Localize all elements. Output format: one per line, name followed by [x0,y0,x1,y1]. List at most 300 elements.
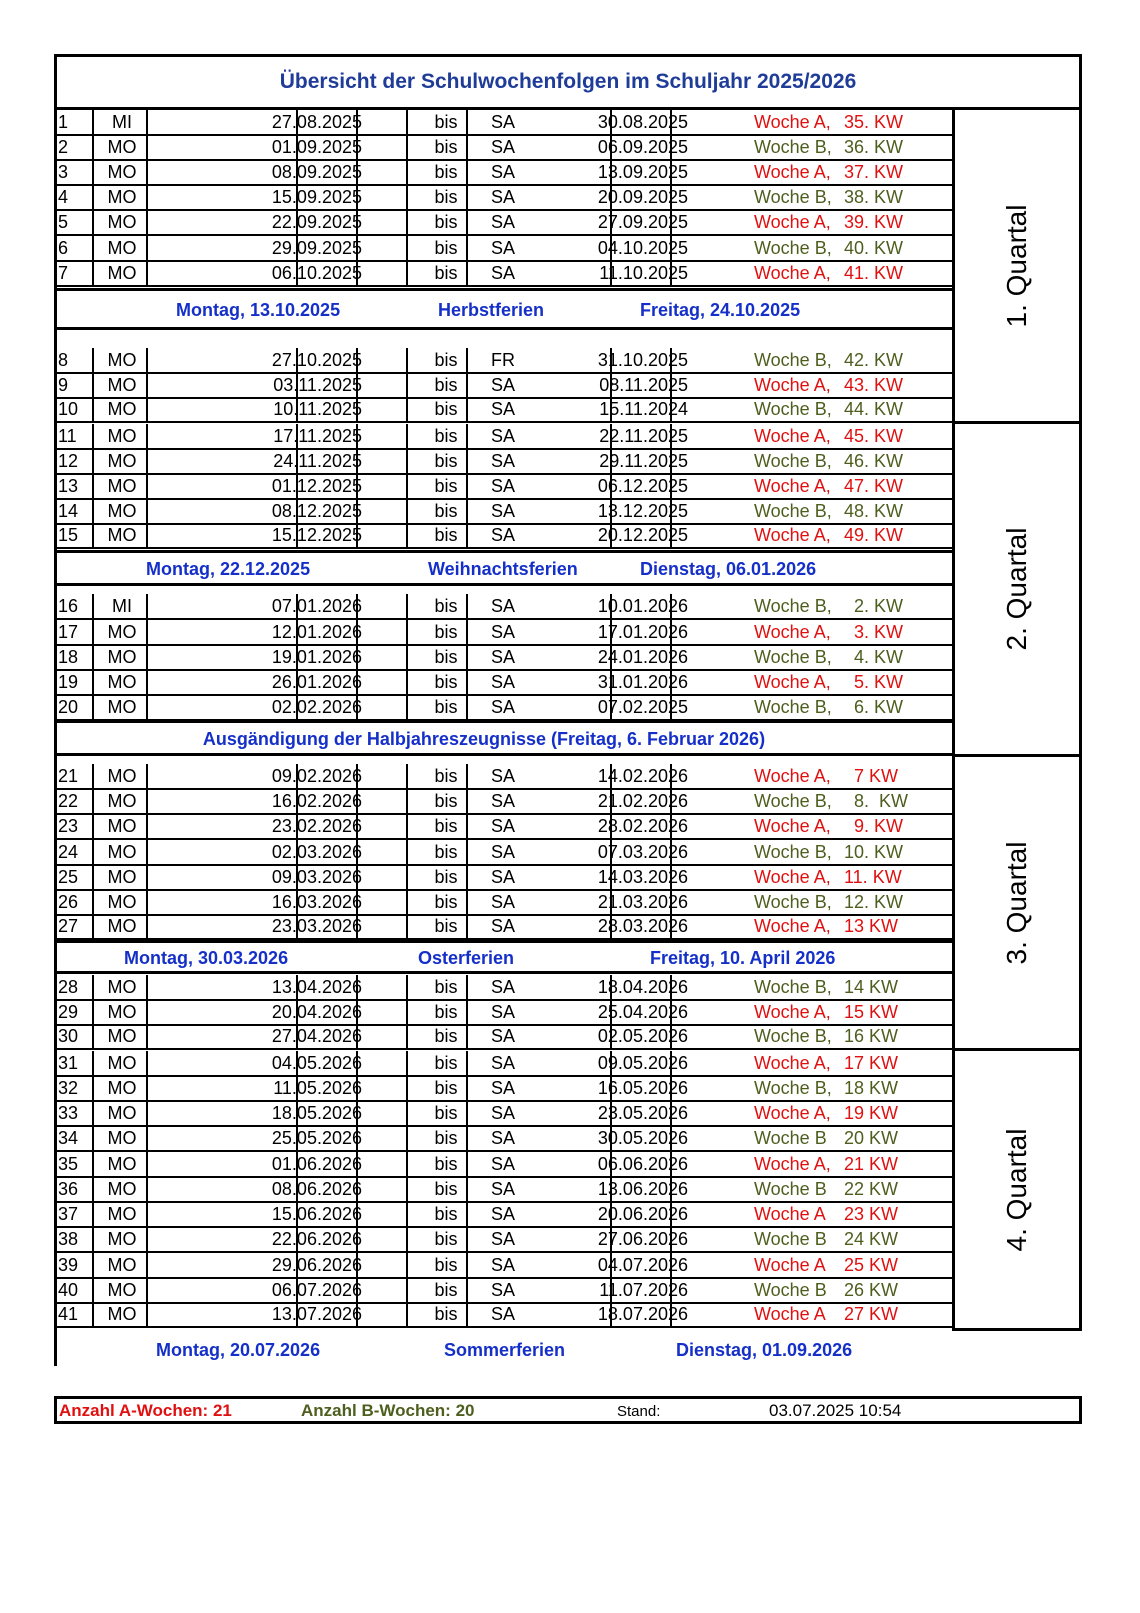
end-date: 24.01.2026 [597,647,688,667]
start-weekday: MO [107,1179,137,1199]
week-type: Woche A, [754,1103,831,1123]
start-weekday: MO [107,1053,137,1073]
calendar-week: 6. KW [844,697,904,717]
holiday-name: Sommerferien [444,1340,566,1360]
end-weekday: SA [490,1128,515,1148]
end-weekday: SA [490,525,515,545]
end-weekday: SA [490,112,515,132]
start-date: 09.02.2026 [271,766,362,786]
week-type: Woche A, [754,476,831,496]
end-weekday: SA [490,791,515,811]
start-date: 10.11.2025 [273,399,362,419]
end-weekday: SA [490,1204,515,1224]
end-date: 13.09.2025 [597,162,688,182]
end-weekday: SA [490,501,515,521]
start-weekday: MO [107,1304,137,1324]
bis-label: bis [434,1280,458,1300]
end-weekday: SA [490,162,515,182]
end-weekday: SA [490,1229,515,1249]
calendar-week: 16 KW [844,1026,899,1046]
table-row [54,210,952,236]
column-divider [406,1101,408,1125]
end-weekday: SA [490,697,515,717]
start-weekday: MO [107,501,137,521]
start-weekday: MO [107,1280,137,1300]
week-type: Woche A, [754,112,831,132]
column-divider [406,865,408,889]
end-date: 20.12.2025 [597,525,688,545]
b-week-count: Anzahl B-Wochen: 20 [301,1401,475,1420]
table-row [54,397,952,423]
week-type: Woche B, [754,1078,832,1098]
start-weekday: MO [107,672,137,692]
start-date: 04.05.2026 [271,1053,362,1073]
table-row [54,236,952,262]
start-date: 22.06.2026 [271,1229,362,1249]
end-weekday: SA [490,1154,515,1174]
week-number: 14 [58,501,79,521]
end-date: 14.03.2026 [597,867,688,887]
table-row [54,764,952,790]
start-date: 02.03.2026 [271,842,362,862]
end-date: 10.01.2026 [597,596,688,616]
week-number: 17 [58,622,79,642]
end-weekday: SA [490,842,515,862]
start-date: 24.11.2025 [273,451,362,471]
end-date: 28.03.2026 [597,916,688,936]
end-date: 04.07.2026 [597,1255,688,1275]
start-date: 08.09.2025 [271,162,362,182]
column-divider [406,914,408,938]
holiday-end: Freitag, 10. April 2026 [650,948,836,968]
column-divider [406,890,408,914]
week-number: 19 [58,672,79,692]
start-weekday: MO [107,187,137,207]
column-divider [406,449,408,473]
table-row [54,695,952,721]
calendar-week: 48. KW [844,501,904,521]
column-divider [406,1278,408,1302]
start-weekday: MO [107,137,137,157]
start-date: 09.03.2026 [271,867,362,887]
week-number: 35 [58,1154,79,1174]
calendar-week: 44. KW [844,399,904,419]
week-type: Woche A, [754,916,831,936]
column-divider [406,645,408,669]
start-date: 08.06.2026 [271,1179,362,1199]
week-number: 15 [58,525,79,545]
table-row [54,110,952,136]
table-row [54,840,952,866]
column-divider [406,1253,408,1277]
holiday-start: Montag, 30.03.2026 [124,948,289,968]
week-type: Woche A, [754,525,831,545]
start-date: 26.01.2026 [271,672,362,692]
week-number: 16 [58,596,79,616]
week-type: Woche A, [754,1053,831,1073]
week-type: Woche A [754,1304,826,1324]
start-date: 25.05.2026 [271,1128,362,1148]
start-weekday: MO [107,842,137,862]
start-weekday: MO [107,977,137,997]
holiday-start: Montag, 22.12.2025 [146,559,311,579]
start-weekday: MO [107,426,137,446]
week-type: Woche B, [754,501,832,521]
calendar-week: 8. KW [844,791,909,811]
week-type: Woche B, [754,187,832,207]
start-weekday: MO [107,1002,137,1022]
calendar-week: 35. KW [844,112,904,132]
week-number: 3 [58,162,69,182]
start-date: 18.05.2026 [271,1103,362,1123]
end-date: 04.10.2025 [597,238,688,258]
table-row [54,449,952,475]
end-date: 15.11.2024 [599,399,688,419]
end-weekday: SA [490,672,515,692]
calendar-week: 22 KW [844,1179,899,1199]
table-row [54,645,952,671]
start-weekday: MO [107,162,137,182]
week-type: Woche B, [754,647,832,667]
bis-label: bis [434,672,458,692]
quartal-label: 2. Quartal [1001,527,1032,651]
bis-label: bis [434,916,458,936]
bis-label: bis [434,647,458,667]
end-date: 31.10.2025 [597,350,688,370]
calendar-week: 26 KW [844,1280,899,1300]
week-type: Woche A, [754,622,831,642]
quartal-1 [952,110,1082,424]
start-weekday: MO [107,212,137,232]
column-divider [406,523,408,547]
calendar-week: 20 KW [844,1128,899,1148]
start-weekday: MO [107,1078,137,1098]
calendar-week: 38. KW [844,187,904,207]
column-divider [406,840,408,864]
week-number: 25 [58,867,79,887]
quartal-3 [952,757,1082,1051]
week-type: Woche A, [754,1002,831,1022]
end-weekday: SA [490,1103,515,1123]
calendar-week: 17 KW [844,1053,899,1073]
calendar-week: 24 KW [844,1229,899,1249]
end-date: 06.06.2026 [597,1154,688,1174]
bis-label: bis [434,892,458,912]
table-row [54,1051,952,1077]
bis-label: bis [434,697,458,717]
table-row [54,670,952,696]
end-date: 06.12.2025 [597,476,688,496]
start-weekday: MO [107,916,137,936]
column-divider [406,135,408,159]
week-type: Woche B, [754,892,832,912]
table-row [54,1278,952,1304]
start-weekday: MO [107,1154,137,1174]
column-divider [406,1202,408,1226]
end-weekday: FR [491,350,515,370]
start-date: 12.01.2026 [271,622,362,642]
week-type: Woche B, [754,350,832,370]
week-type: Woche B [754,1128,827,1148]
end-weekday: SA [490,867,515,887]
column-divider [406,160,408,184]
start-date: 27.10.2025 [271,350,362,370]
table-row [54,1202,952,1228]
bis-label: bis [434,1026,458,1046]
holiday-start: Montag, 20.07.2026 [156,1340,321,1360]
week-number: 23 [58,816,79,836]
week-type: Woche B, [754,791,832,811]
start-weekday: MO [107,451,137,471]
table-row [54,620,952,646]
start-weekday: MO [107,697,137,717]
end-date: 09.05.2026 [597,1053,688,1073]
end-date: 07.02.2025 [597,697,688,717]
bis-label: bis [434,1179,458,1199]
end-weekday: SA [490,1053,515,1073]
start-date: 17.11.2025 [273,426,362,446]
table-row [54,1302,952,1328]
start-weekday: MO [107,1255,137,1275]
table-row [54,135,952,161]
week-type: Woche A, [754,426,831,446]
table-row [54,499,952,525]
week-type: Woche A, [754,162,831,182]
column-divider [406,373,408,397]
calendar-week: 18 KW [844,1078,899,1098]
bis-label: bis [434,1053,458,1073]
week-number: 41 [58,1304,79,1324]
calendar-week: 4. KW [844,647,904,667]
bis-label: bis [434,977,458,997]
table-row [54,1126,952,1152]
week-number: 32 [58,1078,79,1098]
end-date: 20.09.2025 [597,187,688,207]
bis-label: bis [434,816,458,836]
column-divider [406,1051,408,1075]
week-number: 8 [58,350,69,370]
end-date: 11.10.2025 [599,263,688,283]
quartal-label: 4. Quartal [1001,1128,1032,1251]
end-date: 18.04.2026 [597,977,688,997]
end-date: 16.05.2026 [597,1078,688,1098]
table-row [54,1024,952,1050]
end-date: 02.05.2026 [597,1026,688,1046]
column-divider [406,1126,408,1150]
column-divider [406,620,408,644]
end-date: 30.08.2025 [597,112,688,132]
holiday-row-ostern [54,940,952,974]
week-number: 2 [58,137,69,157]
bis-label: bis [434,1229,458,1249]
column-divider [406,814,408,838]
start-weekday: MO [107,816,137,836]
table-row [54,424,952,450]
column-divider [406,1076,408,1100]
bis-label: bis [434,842,458,862]
table-row [54,160,952,186]
page-title: Übersicht der Schulwochenfolgen im Schuljahr 2025/2026 [54,54,1082,110]
column-divider [406,474,408,498]
end-weekday: SA [490,137,515,157]
table-row [54,914,952,940]
start-weekday: MO [107,647,137,667]
week-type: Woche B, [754,399,832,419]
start-date: 16.03.2026 [271,892,362,912]
column-divider [406,695,408,719]
calendar-week: 47. KW [844,476,904,496]
week-number: 37 [58,1204,79,1224]
column-divider [406,975,408,999]
end-weekday: SA [490,892,515,912]
table-row [54,348,952,374]
bis-label: bis [434,1078,458,1098]
end-weekday: SA [490,1002,515,1022]
end-weekday: SA [490,187,515,207]
end-weekday: SA [490,816,515,836]
end-weekday: SA [490,647,515,667]
end-date: 13.12.2025 [597,501,688,521]
calendar-week: 12. KW [844,892,904,912]
end-weekday: SA [490,1179,515,1199]
table-left-border [54,110,57,1366]
holiday-row-zeugnis [54,720,952,756]
bis-label: bis [434,451,458,471]
week-number: 11 [58,426,77,446]
calendar-week: 36. KW [844,137,904,157]
column-divider [406,424,408,448]
bis-label: bis [434,867,458,887]
week-number: 28 [58,977,79,997]
start-weekday: MO [107,350,137,370]
week-number: 10 [58,399,79,419]
week-type: Woche B [754,1229,827,1249]
end-date: 27.06.2026 [597,1229,688,1249]
end-date: 21.02.2026 [597,791,688,811]
start-weekday: MO [107,892,137,912]
week-number: 30 [58,1026,79,1046]
calendar-week: 10. KW [844,842,904,862]
week-type: Woche B [754,1280,827,1300]
week-number: 39 [58,1255,79,1275]
calendar-week: 19 KW [844,1103,899,1123]
end-date: 06.09.2025 [597,137,688,157]
column-divider [406,1024,408,1048]
table-row [54,1253,952,1279]
week-type: Woche A, [754,1154,831,1174]
holiday-row-herbst [54,288,952,330]
end-weekday: SA [490,426,515,446]
bis-label: bis [434,1002,458,1022]
start-date: 07.01.2026 [271,596,362,616]
start-date: 06.10.2025 [271,263,362,283]
table-row [54,1076,952,1102]
week-type: Woche A, [754,816,831,836]
week-type: Woche B, [754,977,832,997]
start-weekday: MO [107,766,137,786]
end-date: 27.09.2025 [597,212,688,232]
start-date: 15.12.2025 [271,525,362,545]
week-number: 21 [58,766,79,786]
start-date: 27.04.2026 [271,1026,362,1046]
start-weekday: MO [107,622,137,642]
end-weekday: SA [490,916,515,936]
start-date: 01.06.2026 [271,1154,362,1174]
calendar-week: 27 KW [844,1304,899,1324]
column-divider [406,1227,408,1251]
calendar-week: 25 KW [844,1255,899,1275]
table-row [54,865,952,891]
start-weekday: MO [107,399,137,419]
bis-label: bis [434,1154,458,1174]
week-number: 1 [58,112,69,132]
bis-label: bis [434,187,458,207]
column-divider [406,670,408,694]
start-date: 13.07.2026 [271,1304,362,1324]
calendar-week: 43. KW [844,375,904,395]
table-row [54,890,952,916]
calendar-week: 3. KW [844,622,904,642]
column-divider [406,789,408,813]
calendar-week: 46. KW [844,451,904,471]
calendar-week: 13 KW [844,916,899,936]
calendar-week: 5. KW [844,672,904,692]
column-divider [406,1152,408,1176]
week-number: 40 [58,1280,79,1300]
week-type: Woche B, [754,697,832,717]
week-number: 5 [58,212,69,232]
week-number: 20 [58,697,79,717]
holiday-row-sommer [54,1332,954,1366]
start-date: 13.04.2026 [271,977,362,997]
holiday-name: Weihnachtsferien [428,559,578,579]
start-date: 15.09.2025 [271,187,362,207]
column-divider [406,1177,408,1201]
start-weekday: MO [107,791,137,811]
week-type: Woche B, [754,596,832,616]
calendar-week: 14 KW [844,977,899,997]
table-row [54,1177,952,1203]
week-type: Woche A, [754,212,831,232]
start-weekday: MO [107,525,137,545]
end-date: 18.07.2026 [597,1304,688,1324]
table-row [54,1101,952,1127]
holiday-end: Freitag, 24.10.2025 [640,300,801,320]
end-weekday: SA [490,1255,515,1275]
week-type: Woche A, [754,867,831,887]
end-date: 17.01.2026 [597,622,688,642]
start-date: 15.06.2026 [271,1204,362,1224]
start-date: 11.05.2026 [273,1078,362,1098]
week-number: 36 [58,1179,79,1199]
end-date: 13.06.2026 [597,1179,688,1199]
start-weekday: MO [107,476,137,496]
week-number: 38 [58,1229,79,1249]
week-type: Woche B, [754,842,832,862]
table-row [54,373,952,399]
holiday-row-weihnachten [54,550,952,586]
start-date: 23.02.2026 [271,816,362,836]
week-number: 27 [58,916,79,936]
week-number: 4 [58,187,69,207]
end-date: 23.05.2026 [597,1103,688,1123]
column-divider [406,764,408,788]
quartal-4 [952,1051,1082,1331]
end-weekday: SA [490,238,515,258]
bis-label: bis [434,476,458,496]
table-row [54,975,952,1001]
calendar-week: 45. KW [844,426,904,446]
